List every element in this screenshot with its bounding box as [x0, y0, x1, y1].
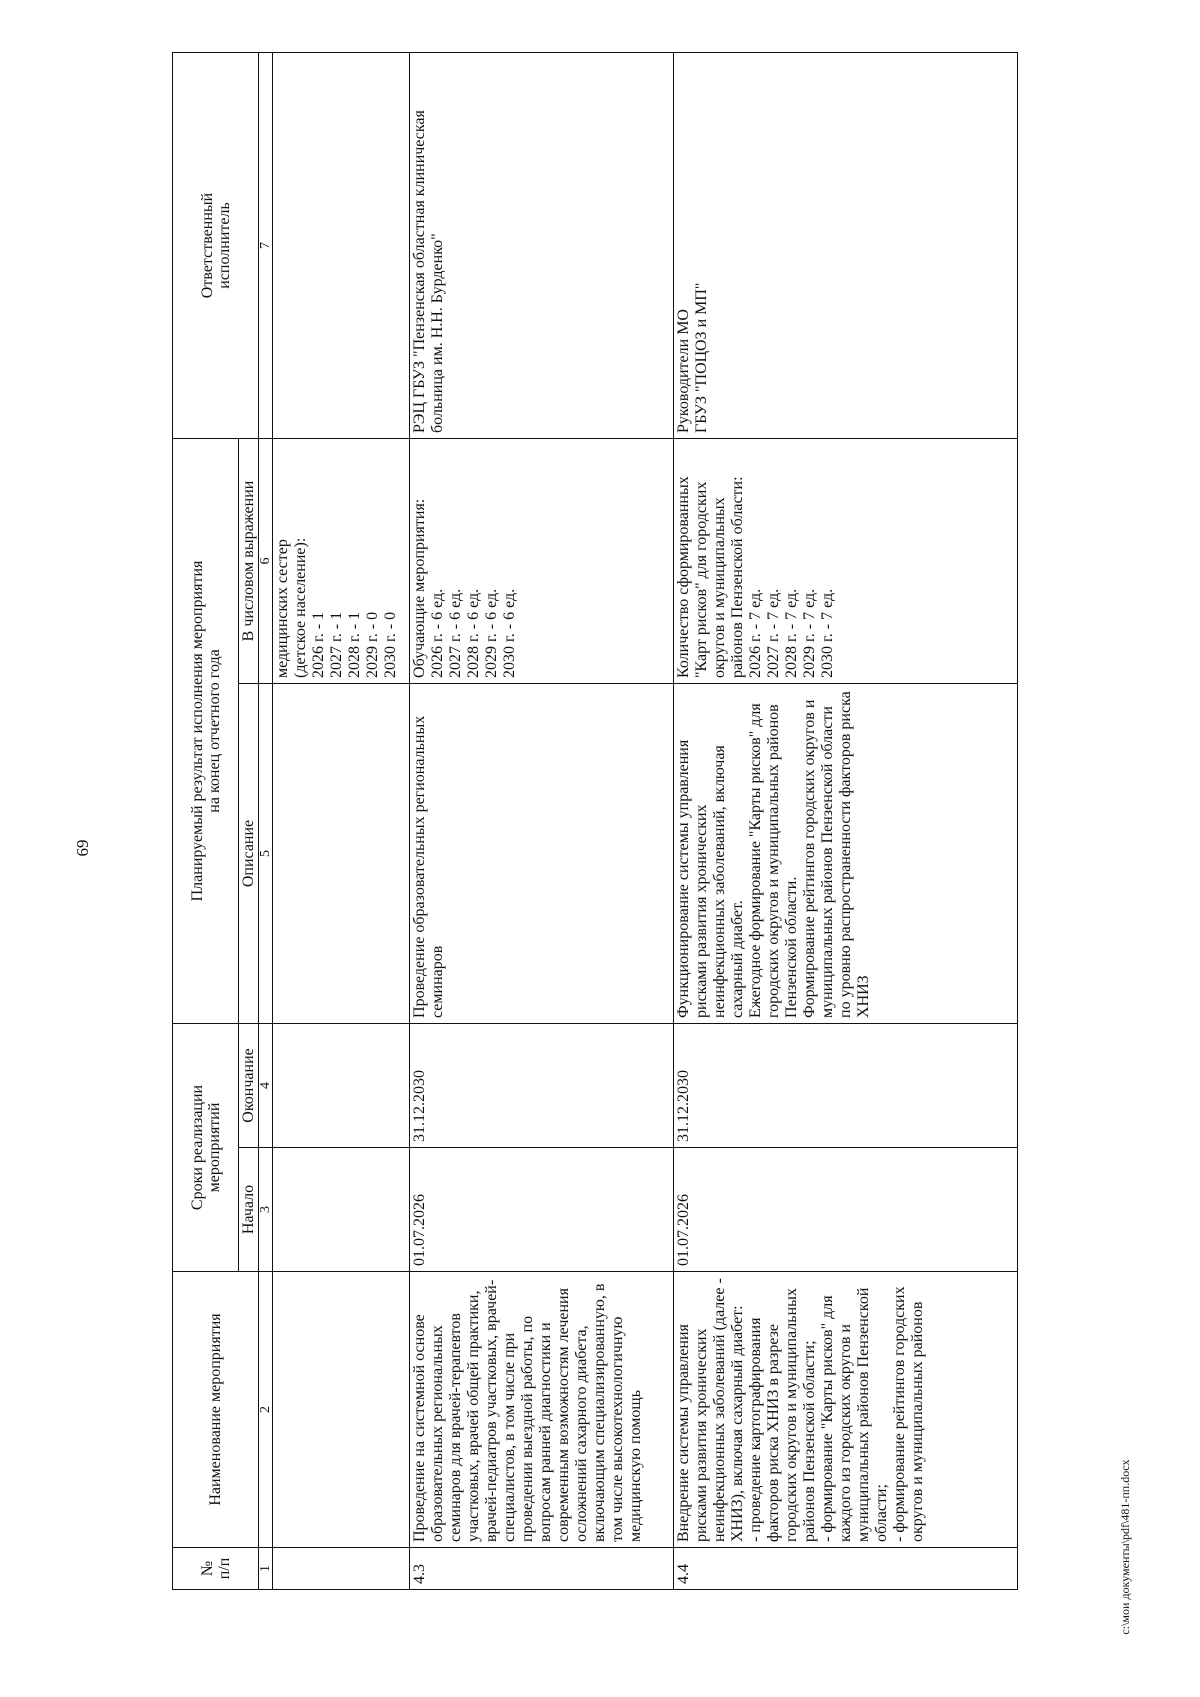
- result-numeric: Количество сформированных "Карт рисков" для городских округов и муниципальных районов Пензенской области: 2026 г. - 7 ед. 2027 г. - 7 ед. 2028 г. - 7 ед. 2029 г. - 7 ед. 2030 г. - 7 ед.: [674, 438, 1018, 683]
- header-start: Начало: [239, 1148, 259, 1272]
- end-date: 31.12.2030: [409, 1023, 674, 1147]
- column-number: 2: [259, 1272, 273, 1548]
- column-number: 3: [259, 1148, 273, 1272]
- column-number: 5: [259, 683, 273, 1023]
- start-date: 01.07.2026: [674, 1148, 1018, 1272]
- header-description: Описание: [239, 683, 259, 1023]
- start-date: 01.07.2026: [409, 1148, 674, 1272]
- column-number: 1: [259, 1548, 273, 1590]
- column-number: 7: [259, 52, 273, 438]
- table-frame: [172, 53, 1018, 1590]
- table-row: [409, 52, 674, 1589]
- row-number: [273, 1548, 410, 1590]
- plan-table: [172, 52, 1018, 1590]
- end-date: 31.12.2030: [674, 1023, 1018, 1147]
- result-numeric: Обучающие мероприятия: 2026 г. - 6 ед. 2027 г. - 6 ед. 2028 г. - 6 ед. 2029 г. - 6 ед. 2030 г. - 6 ед.: [409, 438, 674, 683]
- row-number: 4.4: [674, 1548, 1018, 1590]
- row-number: 4.3: [409, 1548, 674, 1590]
- footer-file-path: c:\мои документы\pdf\481-пп.docx: [1118, 1459, 1132, 1635]
- rotated-table-container: [172, 53, 1018, 1590]
- result-numeric: медицинских сестер (детское население): 2026 г. - 1 2027 г. - 1 2028 г. - 1 2029 г. - 0 2030 г. - 0: [273, 438, 410, 683]
- header-name: Наименование мероприятия: [173, 1272, 259, 1548]
- result-description: [273, 683, 410, 1023]
- header-result: Планируемый результат исполнения мероприятия на конец отчетного года: [173, 438, 239, 1023]
- column-number: 4: [259, 1023, 273, 1147]
- activity-name: [273, 1272, 410, 1548]
- result-description: Проведение образовательных региональных семинаров: [409, 683, 674, 1023]
- column-number: 6: [259, 438, 273, 683]
- responsible-executor: РЭЦ ГБУЗ "Пензенская областная клиническая больница им. Н.Н. Бурденко": [409, 52, 674, 438]
- header-numeric: В числовом выражении: [239, 438, 259, 683]
- start-date: [273, 1148, 410, 1272]
- end-date: [273, 1023, 410, 1147]
- responsible-executor: [273, 52, 410, 438]
- header-responsible: Ответственный исполнитель: [173, 52, 259, 438]
- page-number: 69: [73, 839, 92, 857]
- activity-name: Проведение на системной основе образовательных региональных семинаров для врачей-терапевтов участковых, врачей общей практики, врачей-педиатров участковых, врачей-специалистов, в том числе при проведении выездной работы, по вопросам ранней диагностики и современным возможностям лечения осложнений сахарного диабета, включающим специализированную, в том числе высокотехнологичную медицинскую помощь: [409, 1272, 674, 1548]
- header-dates: Сроки реализации мероприятий: [173, 1023, 239, 1271]
- header-end: Окончание: [239, 1023, 259, 1147]
- table-row: [273, 52, 410, 1589]
- activity-name: Внедрение системы управления рисками развития хронических неинфекционных заболеваний (далее - ХНИЗ), включая сахарный диабет: - проведение картографирования факторов риска ХНИЗ в разрезе городских округов и муниципальных районов Пензенской области; - формирование "Карты рисков" для каждого из городских округов и муниципальных районов Пензенской области; - формирование рейтингов городских округов и муниципальных районов: [674, 1272, 1018, 1548]
- result-description: Функционирование системы управления рисками развития хронических неинфекционных заболеваний, включая сахарный диабет. Ежегодное формирование "Карты рисков" для городских округов и муниципальных районов Пензенской области. Формирование рейтингов городских округов и муниципальных районов Пензенской области по уровню распространенности факторов риска ХНИЗ: [674, 683, 1018, 1023]
- header-num: № п/п: [173, 1548, 259, 1590]
- responsible-executor: Руководители МО ГБУЗ "ПОЦОЗ и МП": [674, 52, 1018, 438]
- table-row: [674, 52, 1018, 1589]
